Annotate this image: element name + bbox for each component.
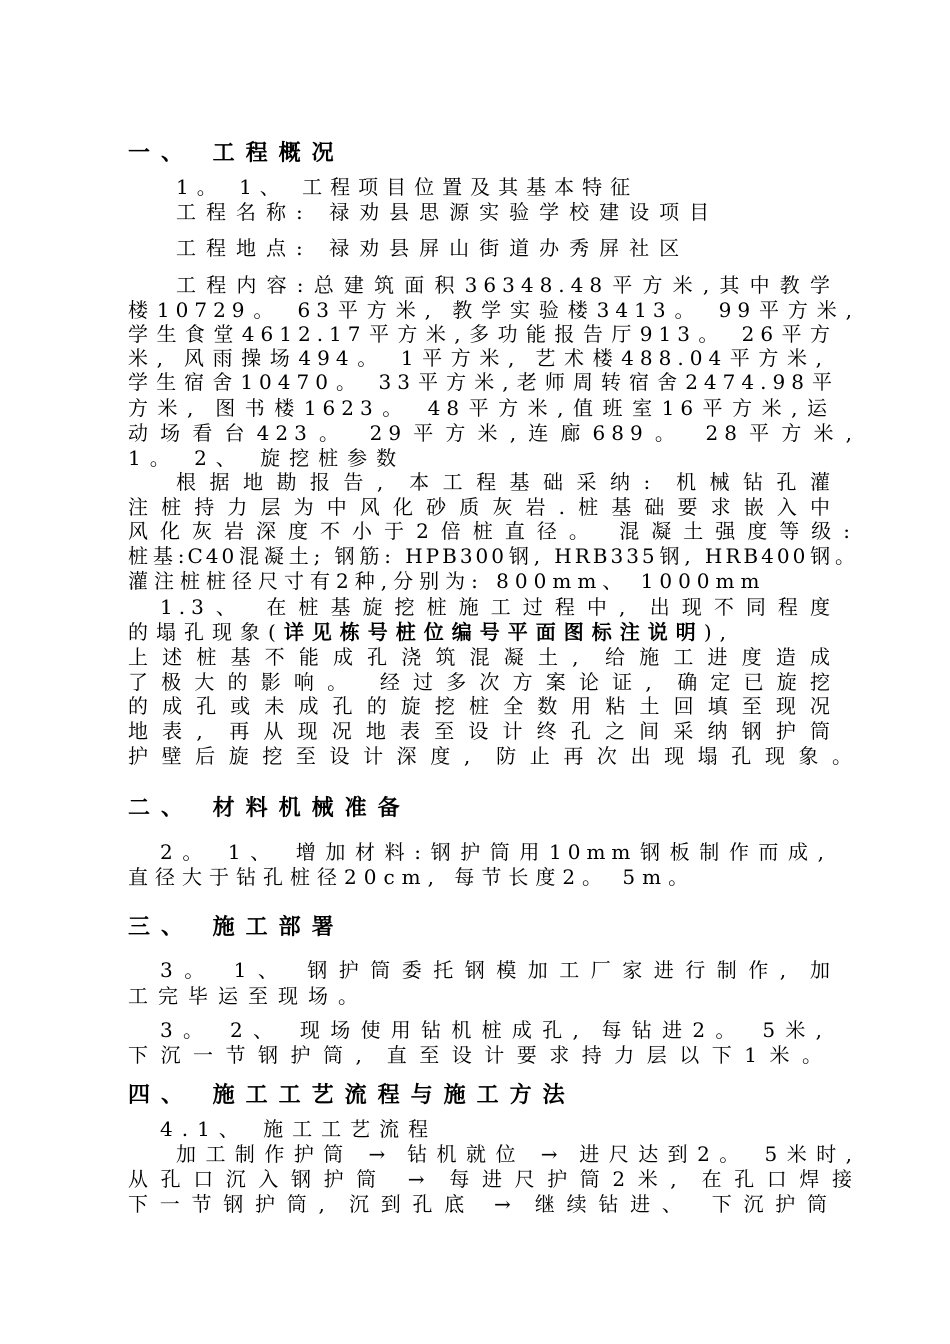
- params-line-3: 风化灰岩深度不小于2倍桩直径。 混凝土强度等级:: [128, 519, 856, 543]
- process-line-1: 加工制作护筒 → 钻机就位 → 进尺达到2。 5米时,: [176, 1142, 858, 1166]
- collapse-line-7: 护壁后旋挖至设计深度, 防止再次出现塌孔现象。: [128, 744, 858, 768]
- content-line-2: 楼10729。 63平方米, 教学实验楼3413。 99平方米,: [128, 298, 858, 322]
- content-line-6: 方米, 图书楼1623。 48平方米,值班室16平方米,运: [128, 396, 833, 420]
- content-line-5: 学生宿舍10470。 33平方米,老师周转宿舍2474.98平: [128, 370, 838, 394]
- heading-process: 四、 施工工艺流程与施工方法: [128, 1082, 576, 1108]
- content-line-4: 米, 风雨操场494。 1平方米, 艺术楼488.04平方米,: [128, 346, 828, 370]
- params-line-4: 桩基:C40混凝土; 钢筋: HPB300钢, HRB335钢, HRB400钢。: [128, 544, 858, 568]
- deploy-line-3: 3。 2、 现场使用钻机桩成孔, 每钻进2。 5米,: [160, 1018, 828, 1042]
- params-line-1: 根据地勘报告, 本工程基础采纳: 机械钻孔灌: [176, 470, 836, 494]
- collapse-line-2: [128, 620, 863, 644]
- collapse-line-1: 1.3、 在桩基旋挖桩施工过程中, 出现不同程度: [160, 595, 836, 619]
- bold-note: 详见栋号桩位编号平面图标注说明: [283, 620, 704, 644]
- process-line-2: 从孔口沉入钢护筒 → 每进尺护筒2米, 在孔口焊接: [128, 1167, 858, 1191]
- content-line-1: 工程内容:总建筑面积36348.48平方米,其中教学: [176, 273, 836, 297]
- subheading-1-2: 1。 2、 旋挖桩参数: [128, 446, 406, 470]
- params-line-2: 注桩持力层为中风化砂质灰岩.桩基础要求嵌入中: [128, 495, 836, 519]
- content-line-7: 动场看台423。 29平方米,连廊689。 28平方米,: [128, 421, 858, 445]
- materials-line-2: 直径大于钻孔桩径20cm, 每节长度2。 5m。: [128, 865, 696, 889]
- deploy-line-4: 下沉一节钢护筒, 直至设计要求持力层以下1米。: [128, 1043, 828, 1067]
- project-location: 工程地点: 禄劝县屏山街道办秀屏社区: [176, 236, 690, 260]
- heading-deployment: 三、 施工部署: [128, 914, 345, 940]
- collapse-line-4: 了极大的影响。 经过多次方案论证, 确定已旋挖: [128, 670, 836, 694]
- collapse-line-5: 的成孔或未成孔的旋挖桩全数用粘土回填至现况: [128, 694, 836, 718]
- materials-line-1: 2。 1、 增加材料:钢护筒用10mm钢板制作而成,: [160, 840, 830, 864]
- heading-project-overview: 一、 工程概况: [128, 140, 345, 166]
- deploy-line-2: 工完毕运至现场。: [128, 984, 368, 1008]
- collapse-line-2-end: ),: [703, 620, 734, 644]
- heading-materials: 二、 材料机械准备: [128, 795, 411, 821]
- collapse-line-6: 地表, 再从现况地表至设计终孔之间采纳钢护筒: [128, 719, 836, 743]
- collapse-line-3: 上述桩基不能成孔浇筑混凝土, 给施工进度造成: [128, 645, 836, 669]
- deploy-line-1: 3。 1、 钢护筒委托钢模加工厂家进行制作, 加: [160, 958, 836, 982]
- process-subheading: 4.1、 施工工艺流程: [160, 1117, 438, 1141]
- subheading-1-1: 1。 1、 工程项目位置及其基本特征: [176, 175, 639, 199]
- process-line-3: 下一节钢护筒, 沉到孔底 → 继续钻进、 下沉护筒: [128, 1192, 833, 1216]
- project-name: 工程名称: 禄劝县思源实验学校建设项目: [176, 200, 720, 224]
- params-line-5: 灌注桩桩径尺寸有2种,分别为: 800mm、 1000mm: [128, 569, 766, 593]
- collapse-line-2-start: 的塌孔现象(: [128, 620, 284, 644]
- content-line-3: 学生食堂4612.17平方米,多功能报告厅913。 26平方: [128, 322, 836, 346]
